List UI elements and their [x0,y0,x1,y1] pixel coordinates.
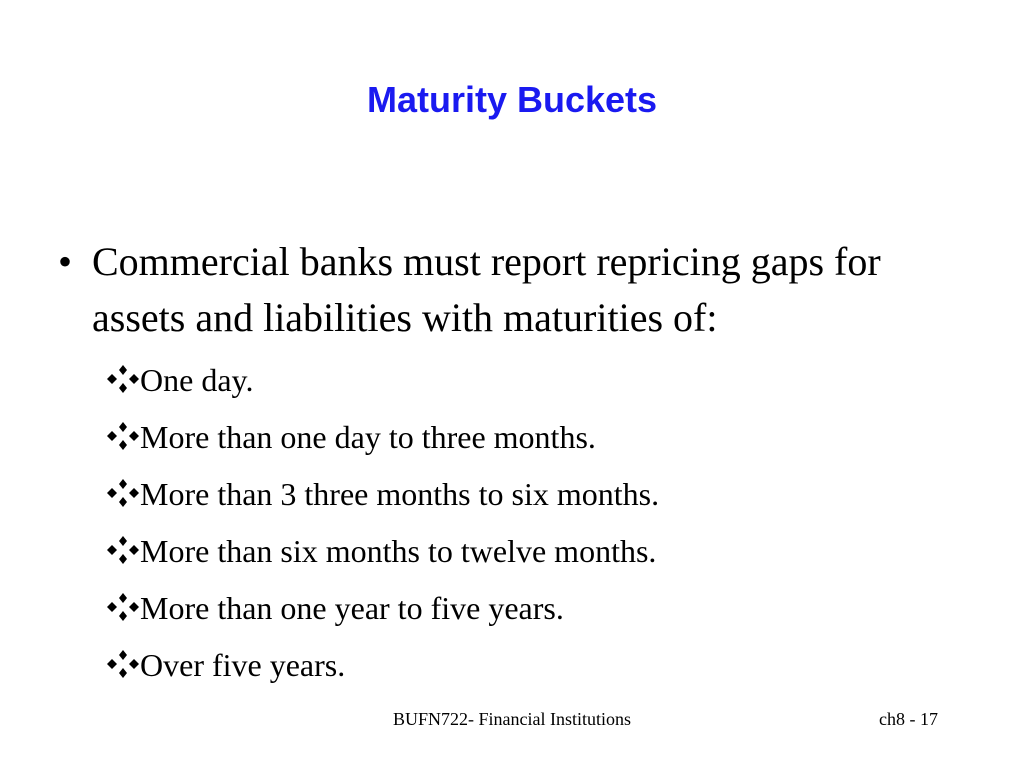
sub-bullet-text: More than six months to twelve months. [140,533,657,569]
sub-bullet-item [52,531,972,571]
footer-course-title: BUFN722- Financial Institutions [393,709,631,729]
four-diamond-bullet-icon [106,647,140,681]
four-diamond-bullet-icon [106,533,140,567]
sub-bullet-text: More than 3 three months to six months. [140,476,660,512]
footer-slide-number: ch8 - 17 [879,709,938,729]
sub-bullet-item [52,588,972,628]
sub-bullet-item [52,474,972,514]
slide-title: Maturity Buckets [366,79,658,120]
sub-bullet-text: One day. [140,362,254,398]
slide-body [52,234,972,702]
sub-bullet-item [52,645,972,685]
sub-bullet-item [52,360,972,400]
bullet-dot-icon: • [58,239,73,284]
sub-bullet-text: More than one year to five years. [140,590,564,626]
main-bullet-text: Commercial banks must report repricing gaps for assets and liabilities with maturities of: [92,239,881,340]
main-bullet [52,234,972,346]
four-diamond-bullet-icon [106,590,140,624]
four-diamond-bullet-icon [106,419,140,453]
four-diamond-bullet-icon [106,476,140,510]
sub-bullet-text: More than one day to three months. [140,419,596,455]
four-diamond-bullet-icon [106,362,140,396]
sub-bullet-list [52,360,972,685]
sub-bullet-item [52,417,972,457]
sub-bullet-text: Over five years. [140,647,346,683]
